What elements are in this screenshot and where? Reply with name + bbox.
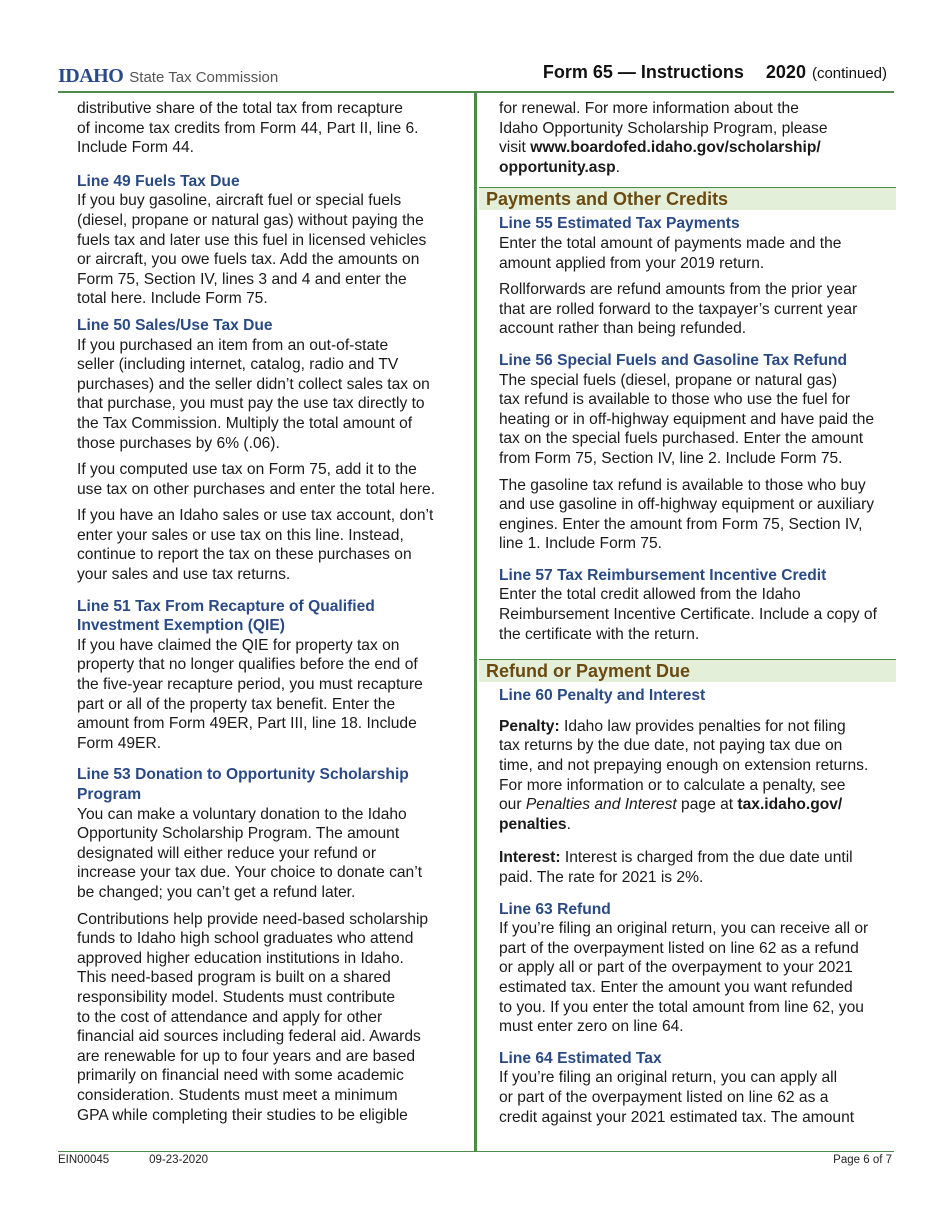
scholarship-url[interactable]: www.boardofed.idaho.gov/scholarship/: [530, 139, 821, 157]
text-line: If you computed use tax on Form 75, add it to the: [77, 461, 417, 479]
text-line: designated will either reduce your refund or: [77, 844, 377, 862]
text-line: funds to Idaho high school graduates who attend: [77, 930, 414, 948]
agency-name: State Tax Commission: [129, 69, 279, 86]
text-line: be changed; you can’t get a refund later.: [77, 883, 356, 901]
text-line: If you have claimed the QIE for property tax on: [77, 636, 400, 654]
line-60-penalty-paragraph: [499, 717, 896, 835]
text-line: tax returns by the due date, not paying tax due on: [499, 737, 843, 755]
text-line: property that no longer qualifies before the end of: [77, 656, 418, 674]
text-line: amount from Form 49ER, Part III, line 18. Include: [77, 715, 417, 733]
text-line: that are rolled forward to the taxpayer’s current year: [499, 300, 858, 318]
line-53-heading: [77, 765, 457, 804]
text-line: Opportunity Scholarship Program. The amount: [77, 825, 400, 843]
text-line: of income tax credits from Form 44, Part II, line 6.: [77, 119, 419, 137]
heading-line: Line 51 Tax From Recapture of Qualified: [77, 597, 375, 615]
text-line: distributive share of the total tax from recapture: [77, 100, 403, 117]
text-line: tax on the special fuels purchased. Enter the amount: [499, 430, 864, 448]
line-63-body: [499, 919, 896, 1037]
line-53-paragraph-1: [77, 805, 457, 903]
text-fragment: our: [499, 796, 526, 814]
text-line: You can make a voluntary donation to the Idaho: [77, 805, 407, 823]
text-line: or part of the overpayment listed on line 62 as a: [499, 1088, 829, 1106]
text-line: for renewal. For more information about the: [499, 100, 799, 117]
line-57-body: [499, 585, 896, 644]
penalties-url-continued[interactable]: penalties: [499, 815, 567, 833]
text-line: financial aid sources including federal aid. Awards: [77, 1028, 421, 1046]
text-fragment: page at: [676, 796, 738, 814]
line-56-paragraph-2: [499, 476, 896, 554]
heading-line: Program: [77, 786, 142, 803]
line-56-paragraph-1: [499, 371, 896, 469]
text-line: engines. Enter the amount from Form 75, Section IV,: [499, 515, 863, 533]
text-line: seller (including internet, catalog, radio and TV: [77, 356, 399, 374]
text-line: fuels tax and later use this fuel in licensed vehicles: [77, 231, 427, 249]
section-refund-payment-due: Refund or Payment Due: [479, 659, 896, 682]
form-name: Form 65 — Instructions: [542, 62, 744, 82]
form-year: 2020: [765, 62, 806, 82]
text-line: from Form 75, Section IV, line 2. Include Form 75.: [499, 449, 843, 467]
line-63-heading: Line 63 Refund: [499, 900, 611, 918]
text-line: approved higher education institutions in Idaho.: [77, 949, 404, 967]
text-line: to you. If you enter the total amount from line 62, you: [499, 998, 864, 1016]
text-line: The special fuels (diesel, propane or natural gas): [499, 371, 838, 389]
line-49-body: [77, 191, 457, 309]
text-line: purchases) and the seller didn’t collect sales tax on: [77, 375, 430, 393]
text-line: Idaho Opportunity Scholarship Program, please: [499, 119, 828, 137]
penalty-label: Penalty:: [499, 717, 560, 735]
line-55-paragraph-1: [499, 234, 896, 273]
page-number: Page 6 of 7: [833, 1154, 892, 1166]
text-line: heating or in off-highway equipment and have paid the: [499, 410, 875, 428]
text-line: The gasoline tax refund is available to those who buy: [499, 476, 866, 494]
line-50-heading: Line 50 Sales/Use Tax Due: [77, 316, 273, 334]
line-64-heading: Line 64 Estimated Tax: [499, 1049, 662, 1067]
text-line: (diesel, propane or natural gas) without paying the: [77, 211, 424, 229]
text-line: credit against your 2021 estimated tax. The amount: [499, 1108, 855, 1126]
line-53-paragraph-2: [77, 910, 457, 1126]
penalties-url[interactable]: tax.idaho.gov/: [737, 796, 843, 814]
text-line: those purchases by 6% (.06).: [77, 434, 280, 452]
line-56-heading: Line 56 Special Fuels and Gasoline Tax Refund: [499, 351, 848, 369]
page-footer: [58, 1154, 892, 1166]
text-line: Enter the total credit allowed from the Idaho: [499, 586, 801, 604]
text-line: are renewable for up to four years and are based: [77, 1047, 416, 1065]
text-line: paid. The rate for 2021 is 2%.: [499, 869, 704, 886]
scholarship-continued-paragraph: [499, 99, 896, 177]
text-line: Form 75, Section IV, lines 3 and 4 and enter the: [77, 270, 407, 288]
line-60-heading: Line 60 Penalty and Interest: [499, 687, 706, 705]
page-header: [58, 60, 894, 92]
text-line: responsibility model. Students must contribute: [77, 988, 396, 1006]
text-line: part or all of the property tax benefit. Enter the: [77, 695, 396, 713]
text-line: continue to report the tax on these purchases on: [77, 546, 412, 564]
idaho-logo-wordmark: IDAHO: [58, 65, 124, 87]
text-line: increase your tax due. Your choice to donate can’t: [77, 864, 423, 882]
text-line: If you’re filing an original return, you can receive all or: [499, 920, 869, 938]
text-line: part of the overpayment listed on line 62 as a refund: [499, 939, 859, 957]
text-line: If you’re filing an original return, you can apply all: [499, 1069, 838, 1087]
right-column: [479, 99, 896, 1127]
text-line: Enter the total amount of payments made and the: [499, 234, 842, 252]
text-line: This need-based program is built on a shared: [77, 969, 391, 987]
revision-date: 09-23-2020: [149, 1154, 208, 1166]
text-line: GPA while completing their studies to be eligible: [77, 1106, 408, 1124]
heading-line: Line 53 Donation to Opportunity Scholarship: [77, 766, 409, 784]
intro-paragraph: [77, 99, 457, 158]
left-column: [77, 99, 457, 1125]
line-57-heading: Line 57 Tax Reimbursement Incentive Credit: [499, 566, 827, 584]
line-64-body: [499, 1068, 896, 1127]
text-line: your sales and use tax returns.: [77, 566, 291, 584]
text-fragment: .: [566, 815, 571, 833]
text-line: account rather than being refunded.: [499, 320, 747, 338]
text-line: the certificate with the return.: [499, 625, 700, 643]
text-line: If you buy gasoline, aircraft fuel or special fuels: [77, 192, 402, 210]
line-55-paragraph-2: [499, 280, 896, 339]
text-line: estimated tax. Enter the amount you want refunded: [499, 978, 853, 996]
heading-line: Investment Exemption (QIE): [77, 617, 285, 635]
agency-logo: [58, 65, 278, 88]
text-line: or aircraft, you owe fuels tax. Add the amounts on: [77, 251, 420, 269]
text-line: If you purchased an item from an out-of-state: [77, 336, 389, 354]
text-line: that purchase, you must pay the use tax directly to: [77, 395, 425, 413]
line-50-paragraph-1: [77, 336, 457, 454]
text-line: enter your sales or use tax on this line. Instead,: [77, 526, 404, 544]
column-divider: [474, 93, 477, 1151]
line-60-interest-paragraph: [499, 848, 896, 887]
scholarship-url-continued[interactable]: opportunity.asp: [499, 158, 616, 176]
text-fragment: Idaho law provides penalties for not filing: [559, 717, 846, 735]
text-line: line 1. Include Form 75.: [499, 535, 662, 553]
line-50-paragraph-2: [77, 460, 457, 499]
text-line: Include Form 44.: [77, 139, 195, 157]
line-55-heading: Line 55 Estimated Tax Payments: [499, 215, 740, 233]
text-line: must enter zero on line 64.: [499, 1018, 684, 1036]
text-fragment: .: [615, 158, 620, 176]
form-code: EIN00045: [58, 1154, 110, 1166]
line-51-body: [77, 636, 457, 754]
text-line: to the cost of attendance and apply for other: [77, 1008, 383, 1026]
text-line: tax refund is available to those who use the fuel for: [499, 391, 851, 409]
text-line: or apply all or part of the overpayment to your 2021: [499, 959, 853, 977]
form-title: [543, 62, 887, 83]
text-line: the Tax Commission. Multiply the total amount of: [77, 414, 413, 432]
text-line: consideration. Students must meet a minimum: [77, 1086, 398, 1104]
text-line: For more information or to calculate a penalty, see: [499, 776, 846, 794]
line-49-heading: Line 49 Fuels Tax Due: [77, 172, 240, 190]
penalties-interest-title: Penalties and Interest: [525, 796, 677, 814]
text-line: total here. Include Form 75.: [77, 290, 268, 308]
text-fragment: Interest is charged from the due date until: [560, 849, 853, 867]
text-line: the five-year recapture period, you must recapture: [77, 676, 423, 694]
text-line: Contributions help provide need-based scholarship: [77, 910, 429, 928]
text-line: amount applied from your 2019 return.: [499, 254, 765, 272]
line-51-heading: [77, 597, 457, 636]
text-line: and use gasoline in off-highway equipment or auxiliary: [499, 496, 875, 514]
section-payments-credits: Payments and Other Credits: [479, 187, 896, 210]
text-line: time, and not prepaying enough on extension returns.: [499, 757, 869, 775]
text-line: If you have an Idaho sales or use tax account, don’t: [77, 507, 434, 525]
footer-rule: [58, 1151, 894, 1152]
text-line: use tax on other purchases and enter the total here.: [77, 480, 436, 498]
text-line: Form 49ER.: [77, 734, 162, 752]
text-fragment: visit: [499, 139, 531, 157]
text-line: Reimbursement Incentive Certificate. Include a copy of: [499, 606, 877, 624]
continued-label: (continued): [811, 65, 887, 82]
text-line: primarily on financial need with some academic: [77, 1067, 404, 1085]
line-50-paragraph-3: [77, 506, 457, 584]
interest-label: Interest:: [499, 849, 561, 867]
text-line: Rollforwards are refund amounts from the prior year: [499, 281, 857, 299]
